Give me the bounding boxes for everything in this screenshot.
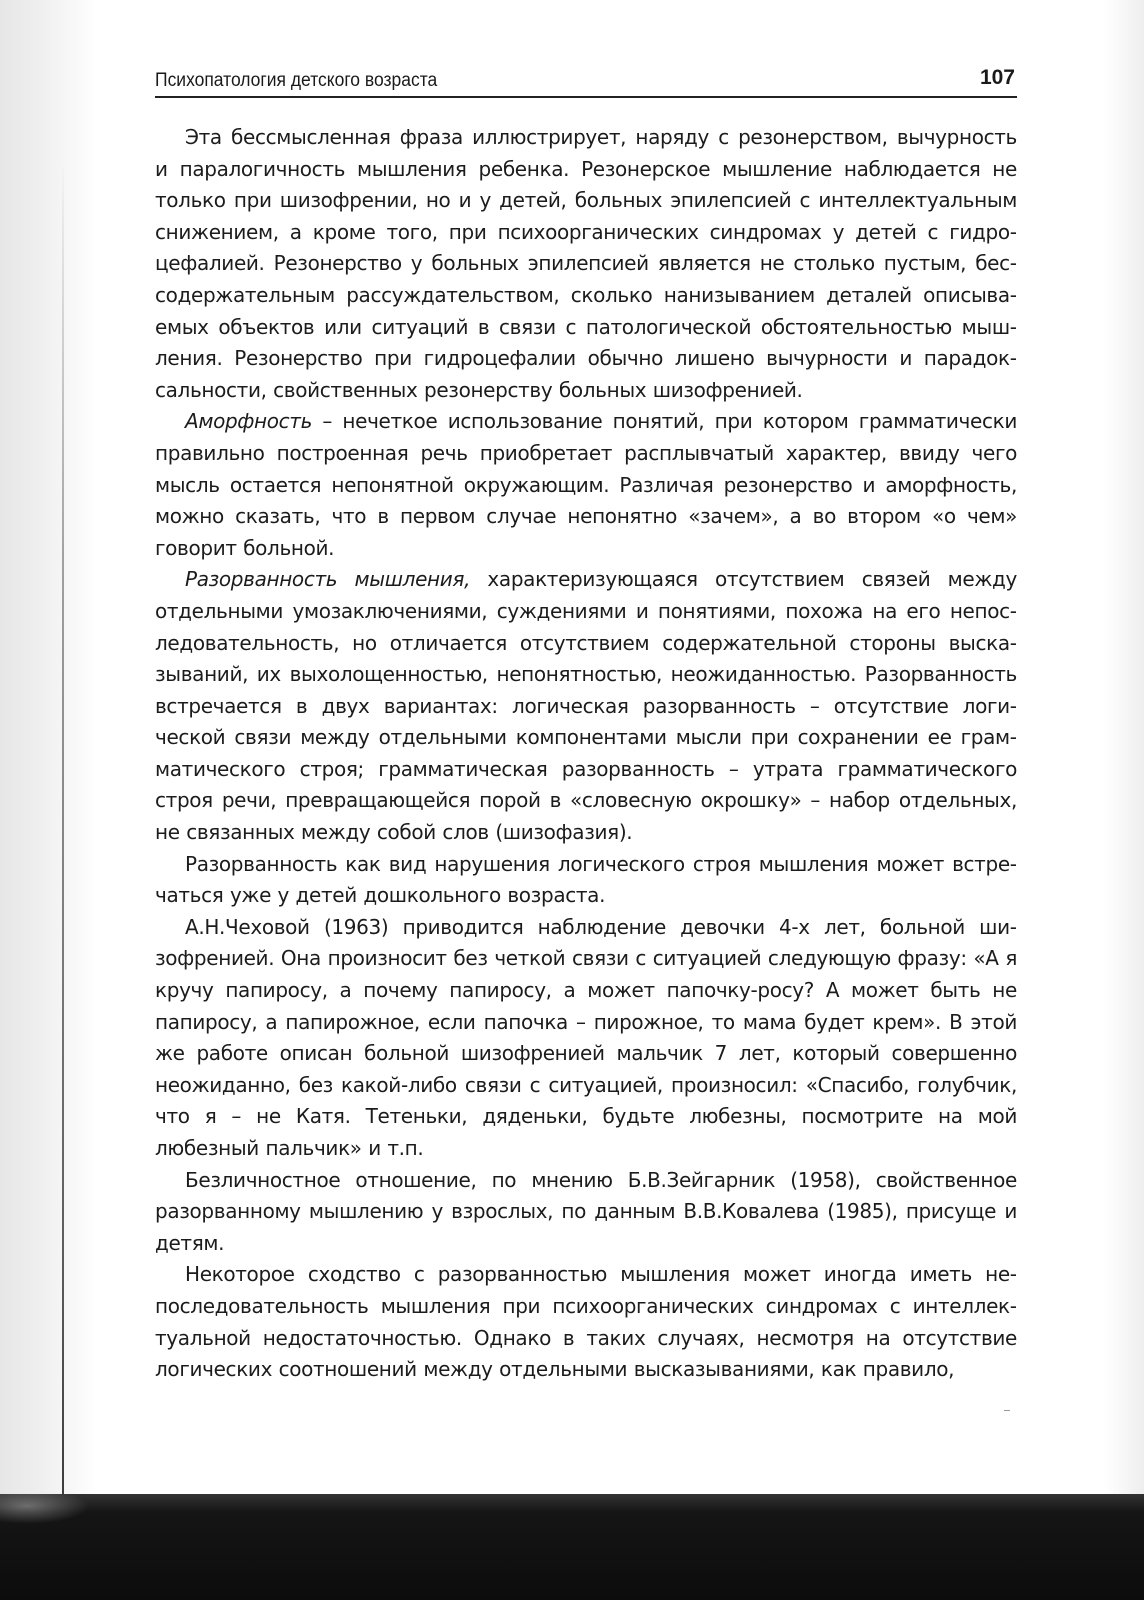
paragraph <box>155 849 1017 912</box>
paragraph-text: Разорванность как вид нарушения логического строя мышления может встречаться уже у детей дошкольного возраста. <box>155 851 1017 908</box>
scan-right-margin-shadow <box>1104 0 1144 1600</box>
paragraph-text: Эта бессмысленная фраза иллюстрирует, наряду с резонерством, вычурность и паралогичность мышления ребенка. Резонерское мышление наблюдается не только при шизофрении, но и у детей, больных эпилепсией с интеллектуальным снижением, а кроме того, при психоорганических синдромах у детей с гидроцефалией. Резонерство у больных эпилепсией является не столько пустым, бессодержательным рассуждательством, сколько нанизыванием деталей описываемых объектов или ситуаций в связи с патологической обстоятельностью мышления. Резонерство при гидроцефалии обычно лишено вычурности и парадоксальности, свойственных резонерству больных шизофренией. <box>155 125 1017 402</box>
paragraph-text: – нечеткое использование понятий, при котором грамматически правильно построенная речь приобретает расплывчатый характер, ввиду чего мысль остается непонятной окружающим. Различая резонерство и аморфность, можно сказать, что в первом случае непонятно «зачем», а во втором «о чем» говорит больной. <box>155 409 1017 560</box>
term-incoherence: Разорванность мышления, <box>185 567 471 592</box>
scanner-bottom-edge <box>0 1494 1144 1600</box>
body-text <box>155 122 1017 1386</box>
paragraph <box>155 406 1017 564</box>
scan-left-margin-shadow <box>0 0 96 1600</box>
page-header <box>155 58 1017 98</box>
paragraph <box>155 122 1017 406</box>
scan-artifact-mark <box>1004 1410 1010 1411</box>
book-spine-edge <box>62 160 64 1500</box>
paragraph <box>155 912 1017 1165</box>
paragraph <box>155 1259 1017 1385</box>
paragraph-text: Безличностное отношение, по мнению Б.В.Зейгарник (1958), свойственное разорванному мышлению у взрослых, по данным В.В.Ковалева (1985), присуще и детям. <box>155 1167 1017 1255</box>
scanner-glare <box>0 1494 90 1524</box>
paragraph-text: Некоторое сходство с разорванностью мышления может иногда иметь непоследовательность мышления при психоорганических синдромах с интеллектуальной недостаточностью. Однако в таких случаях, несмотря на отсутствие логических соотношений между отдельными высказываниями, как правило, <box>155 1262 1017 1382</box>
paragraph <box>155 564 1017 848</box>
paragraph-text: характеризующаяся отсутствием связей между отдельными умозаключениями, суждениями и понятиями, похожа на его непоследовательность, но отличается отсутствием содержательной стороны высказываний, их выхолощенностью, непонятностью, неожиданностью. Разорванность встречается в двух вариантах: логическая разорванность – отсутствие логической связи между отдельными компонентами мысли при сохранении ее грамматического строя; грамматическая разорванность – утрата грамматического строя речи, превращающейся порой в «словесную окрошку» – набор отдельных, не связанных между собой слов (шизофазия). <box>155 567 1017 845</box>
running-title: Психопатология детского возраста <box>155 70 438 91</box>
paragraph <box>155 1165 1017 1260</box>
term-amorphousness: Аморфность <box>185 409 313 434</box>
book-page <box>155 58 1017 1386</box>
page-number: 107 <box>979 66 1015 89</box>
paragraph-text: А.Н.Чеховой (1963) приводится наблюдение девочки 4-х лет, больной шизофренией. Она произносит без четкой связи с ситуацией следующую фразу: «А я кручу папиросу, а почему папиросу, а может папочку-росу? А может быть не папиросу, а папирожное, если папочка – пирожное, то мама будет крем». В этой же работе описан больной шизофренией мальчик 7 лет, который совершенно неожиданно, без какой-либо связи с ситуацией, произносил: «Спасибо, голубчик, что я – не Катя. Тетеньки, дяденьки, будьте любезны, посмотрите на мой любезный пальчик» и т.п. <box>155 914 1017 1160</box>
